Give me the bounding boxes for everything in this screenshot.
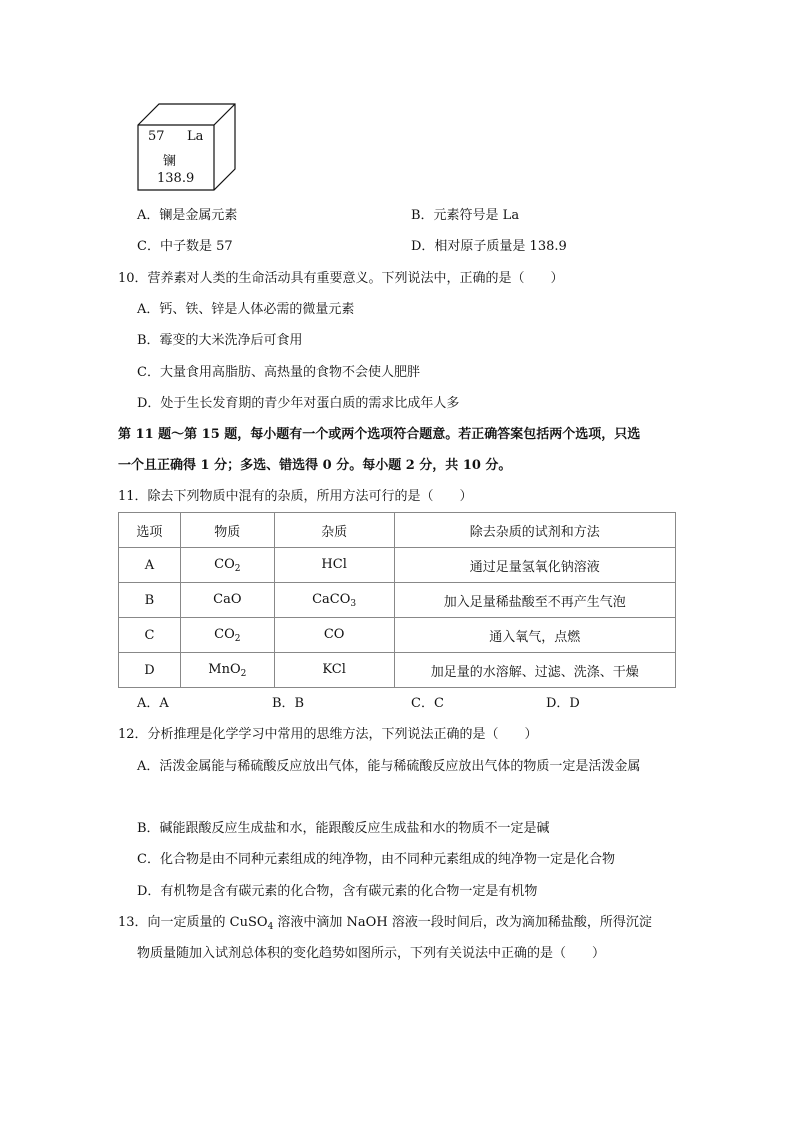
q12-option-d: D．有机物是含有碳元素的化合物，含有碳元素的化合物一定是有机物: [137, 884, 538, 899]
row-method: 加入足量稀盐酸至不再产生气泡: [394, 583, 675, 618]
q11-stem: 11．除去下列物质中混有的杂质，所用方法可行的是（ ）: [118, 489, 473, 504]
q10-option-b: B．霉变的大米洗净后可食用: [137, 333, 303, 348]
row-option: A: [119, 548, 181, 583]
row-impurity: KCl: [274, 653, 394, 688]
q12-option-a: A．活泼金属能与稀硫酸反应放出气体，能与稀硫酸反应放出气体的物质一定是活泼金属: [137, 759, 641, 774]
table-header-row: [119, 513, 676, 548]
q11-option-d: D．D: [546, 696, 580, 711]
q10-option-a: A．钙、铁、锌是人体必需的微量元素: [137, 302, 355, 317]
q12-option-b: B．碱能跟酸反应生成盐和水，能跟酸反应生成盐和水的物质不一定是碱: [137, 821, 550, 836]
row-method: 通入氧气，点燃: [394, 618, 675, 653]
row-impurity: CO: [274, 618, 394, 653]
q9-option-c: C．中子数是 57: [137, 239, 233, 254]
header-substance: 物质: [180, 513, 274, 548]
element-cell-lanthanum: [137, 103, 237, 193]
row-option: D: [119, 653, 181, 688]
q9-option-a: A．镧是金属元素: [137, 208, 238, 223]
q11-option-b: B．B: [272, 696, 305, 711]
q12-stem: 12．分析推理是化学学习中常用的思维方法，下列说法正确的是（ ）: [118, 727, 538, 742]
table-row: [119, 653, 676, 688]
q10-option-d: D．处于生长发育期的青少年对蛋白质的需求比成年人多: [137, 396, 460, 411]
row-option: B: [119, 583, 181, 618]
atomic-number: 57: [148, 129, 165, 144]
q11-option-c: C．C: [411, 696, 444, 711]
q9-option-d: D．相对原子质量是 138.9: [411, 239, 567, 254]
element-name: 镧: [163, 154, 177, 169]
row-impurity: CaCO$_3$: [274, 583, 394, 618]
q13-stem-line2: 物质量随加入试剂总体积的变化趋势如图所示，下列有关说法中正确的是（ ）: [137, 946, 606, 961]
q12-option-c: C．化合物是由不同种元素组成的纯净物，由不同种元素组成的纯净物一定是化合物: [137, 852, 615, 867]
q11-table: [118, 512, 676, 688]
row-option: C: [119, 618, 181, 653]
table-row: [119, 548, 676, 583]
element-symbol: La: [187, 129, 204, 144]
table-row: [119, 583, 676, 618]
q13-stem-line1: 13．向一定质量的 CuSO$_4$ 溶液中滴加 NaOH 溶液一段时间后，改为滴加稀盐酸，所得沉淀: [118, 915, 652, 932]
row-substance: $CO_2$: [180, 548, 274, 583]
header-impurity: 杂质: [274, 513, 394, 548]
q10-stem: 10．营养素对人类的生命活动具有重要意义。下列说法中，正确的是（ ）: [118, 271, 564, 286]
row-substance: $CO_2$: [180, 618, 274, 653]
row-method: 加足量的水溶解、过滤、洗涤、干燥: [394, 653, 675, 688]
section-instructions-line1: 第 11 题～第 15 题，每小题有一个或两个选项符合题意。若正确答案包括两个选项，只选: [118, 427, 641, 442]
row-impurity: HCl: [274, 548, 394, 583]
q9-option-b: B．元素符号是 La: [411, 208, 520, 223]
q11-option-a: A．A: [137, 696, 169, 711]
header-method: 除去杂质的试剂和方法: [394, 513, 675, 548]
row-substance: MnO$_2$: [180, 653, 274, 688]
row-substance: CaO: [180, 583, 274, 618]
atomic-mass: 138.9: [157, 171, 195, 186]
section-instructions-line2: 一个且正确得 1 分；多选、错选得 0 分。每小题 2 分，共 10 分。: [118, 458, 512, 473]
row-method: 通过足量氢氧化钠溶液: [394, 548, 675, 583]
table-row: [119, 618, 676, 653]
q10-option-c: C．大量食用高脂肪、高热量的食物不会使人肥胖: [137, 365, 420, 380]
header-option: 选项: [119, 513, 181, 548]
